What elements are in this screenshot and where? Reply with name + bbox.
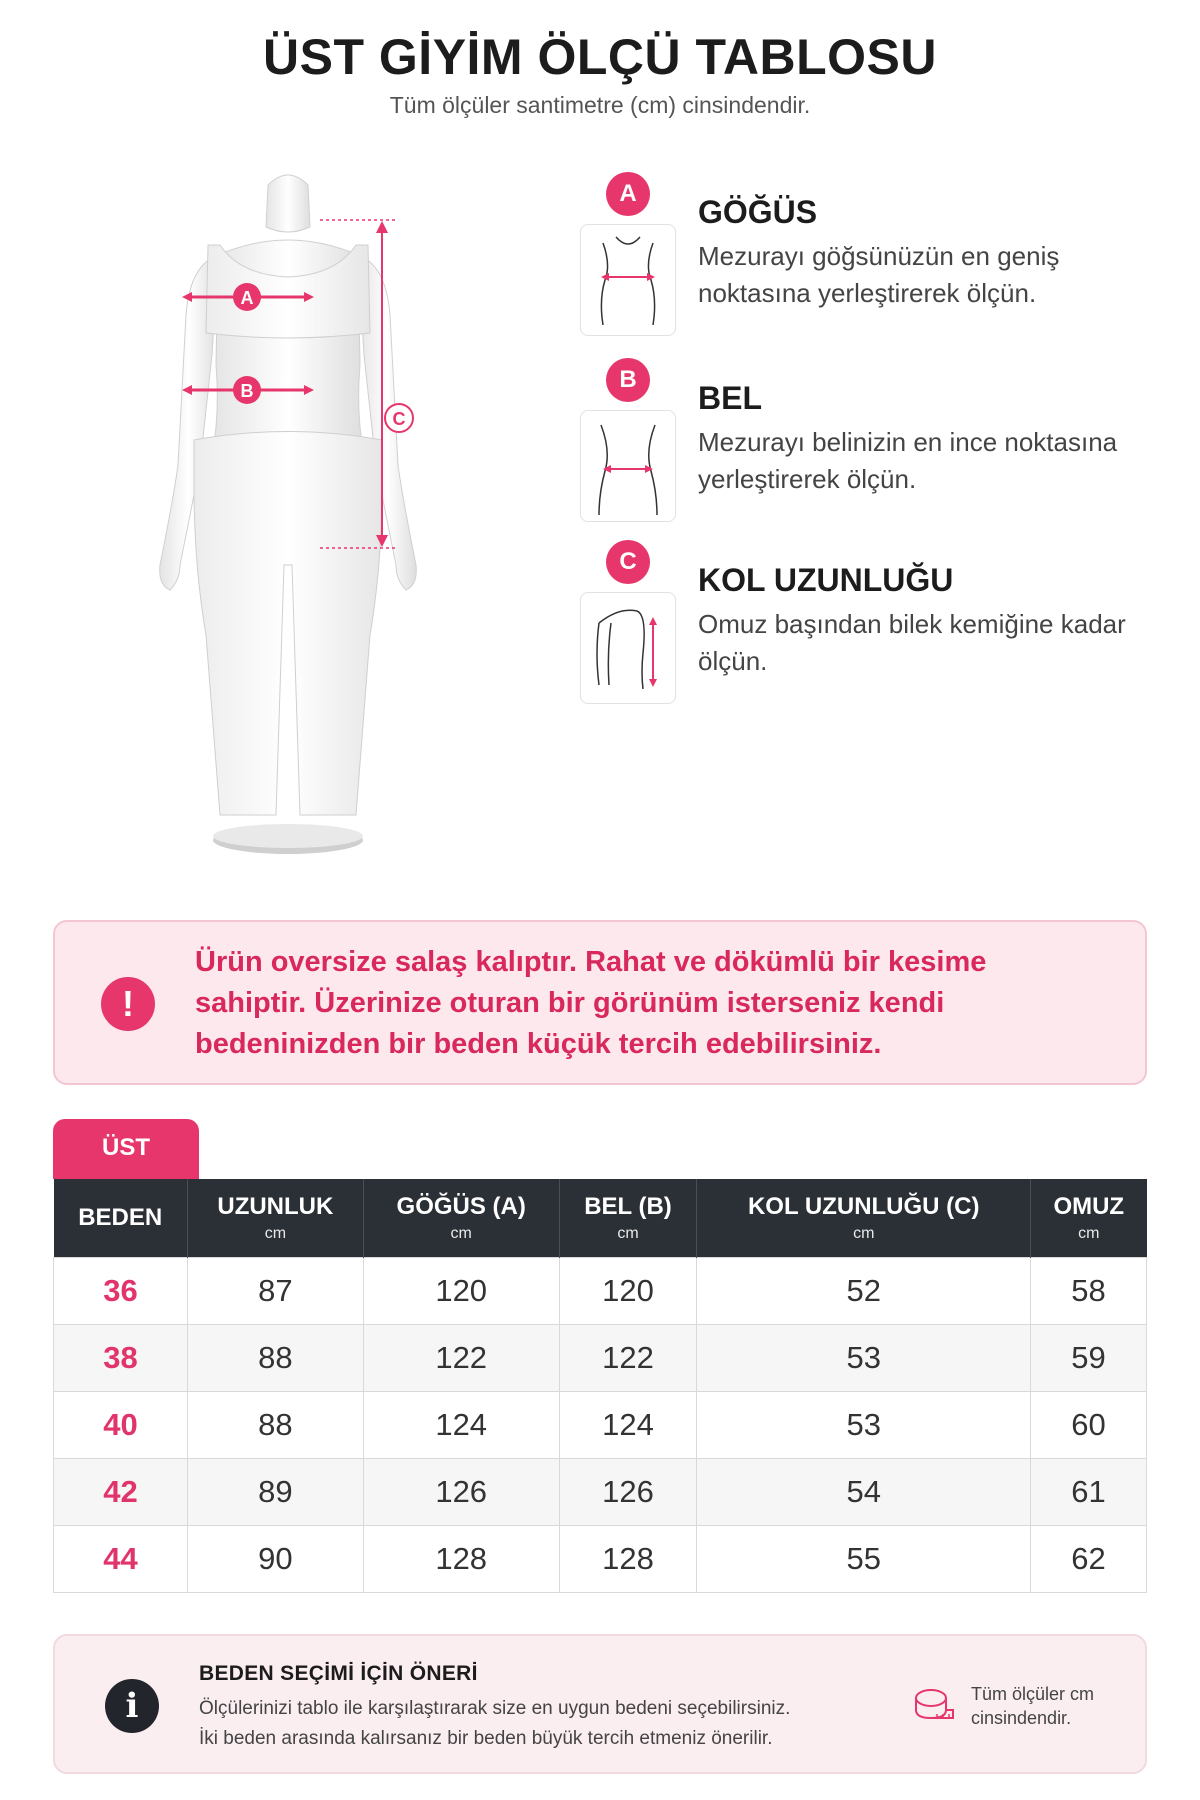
table-cell: 124 [363, 1391, 559, 1458]
table-cell: 90 [187, 1525, 363, 1592]
badge-c: C [606, 540, 650, 584]
table-cell: 88 [187, 1391, 363, 1458]
measure-title-sleeve: KOL UZUNLUĞU [698, 562, 954, 598]
size-cell: 42 [54, 1458, 188, 1525]
table-row [54, 1525, 1147, 1592]
column-header: BEL (B) cm [559, 1179, 697, 1257]
marker-a: A [240, 288, 254, 308]
measure-item-waist [578, 358, 1178, 533]
advice-title: BEDEN SEÇİMİ İÇİN ÖNERİ [199, 1662, 478, 1685]
table-cell: 59 [1031, 1324, 1147, 1391]
table-cell: 88 [187, 1324, 363, 1391]
column-header: UZUNLUK cm [187, 1179, 363, 1257]
advice-line-2: İki beden arasında kalırsanız bir beden büyük tercih etmeniz önerilir. [199, 1728, 773, 1749]
table-cell: 124 [559, 1391, 697, 1458]
measure-desc-waist: Mezurayı belinizin en ince noktasına yerleştirerek ölçün. [698, 427, 1118, 494]
marker-c: C [392, 409, 406, 429]
column-header: OMUZ cm [1031, 1179, 1147, 1257]
table-cell: 87 [187, 1257, 363, 1324]
tab-ust[interactable]: ÜST [53, 1119, 199, 1179]
table-cell: 120 [559, 1257, 697, 1324]
measure-title-chest: GÖĞÜS [698, 194, 818, 230]
table-cell: 126 [559, 1458, 697, 1525]
units-note: Tüm ölçüler cm cinsindendir. [971, 1684, 1095, 1728]
page-title: ÜST GİYİM ÖLÇÜ TABLOSU [263, 29, 937, 85]
column-header: BEDEN [54, 1179, 188, 1257]
badge-a: A [606, 172, 650, 216]
chest-diagram-icon [580, 224, 676, 336]
mannequin-illustration [120, 165, 500, 865]
table-row [54, 1324, 1147, 1391]
measure-item-chest [578, 172, 1178, 347]
table-cell: 52 [697, 1257, 1031, 1324]
table-cell: 55 [697, 1525, 1031, 1592]
column-header: GÖĞÜS (A) cm [363, 1179, 559, 1257]
table-cell: 62 [1031, 1525, 1147, 1592]
table-cell: 126 [363, 1458, 559, 1525]
table-cell: 122 [363, 1324, 559, 1391]
table-cell: 53 [697, 1324, 1031, 1391]
measure-desc-sleeve: Omuz başından bilek kemiğine kadar ölçün. [698, 609, 1126, 676]
table-cell: 122 [559, 1324, 697, 1391]
waist-diagram-icon [580, 410, 676, 522]
table-cell: 120 [363, 1257, 559, 1324]
table-cell: 128 [363, 1525, 559, 1592]
badge-b: B [606, 358, 650, 402]
info-icon: i [105, 1679, 159, 1733]
page-subtitle: Tüm ölçüler santimetre (cm) cinsindendir. [389, 92, 811, 118]
table-cell: 53 [697, 1391, 1031, 1458]
table-row [54, 1391, 1147, 1458]
table-cell: 61 [1031, 1458, 1147, 1525]
table-cell: 60 [1031, 1391, 1147, 1458]
measure-item-sleeve [578, 540, 1178, 715]
table-row [54, 1458, 1147, 1525]
size-cell: 36 [54, 1257, 188, 1324]
measuring-tape-icon [913, 1684, 955, 1726]
column-header: KOL UZUNLUĞU (C) cm [697, 1179, 1031, 1257]
size-cell: 40 [54, 1391, 188, 1458]
table-cell: 89 [187, 1458, 363, 1525]
size-cell: 44 [54, 1525, 188, 1592]
warning-text: Ürün oversize salaş kalıptır. Rahat ve dökümlü bir kesime sahiptir. Üzerinize oturan bir görünüm isterseniz kendi bedeninizden bir beden küçük tercih edebilirsiniz. [195, 946, 987, 1060]
size-table [53, 1179, 1147, 1593]
table-row [54, 1257, 1147, 1324]
size-cell: 38 [54, 1324, 188, 1391]
sleeve-diagram-icon [580, 592, 676, 704]
measure-title-waist: BEL [698, 380, 762, 416]
table-cell: 58 [1031, 1257, 1147, 1324]
size-advice-box [53, 1634, 1147, 1774]
advice-line-1: Ölçülerinizi tablo ile karşılaştırarak size en uygun bedeni seçebilirsiniz. [199, 1698, 791, 1719]
table-cell: 128 [559, 1525, 697, 1592]
measure-desc-chest: Mezurayı göğsünüzün en geniş noktasına yerleştirerek ölçün. [698, 241, 1060, 308]
marker-b: B [240, 381, 254, 401]
exclamation-icon: ! [101, 977, 155, 1031]
oversize-warning [53, 920, 1147, 1085]
table-header-row [54, 1179, 1147, 1257]
table-cell: 54 [697, 1458, 1031, 1525]
